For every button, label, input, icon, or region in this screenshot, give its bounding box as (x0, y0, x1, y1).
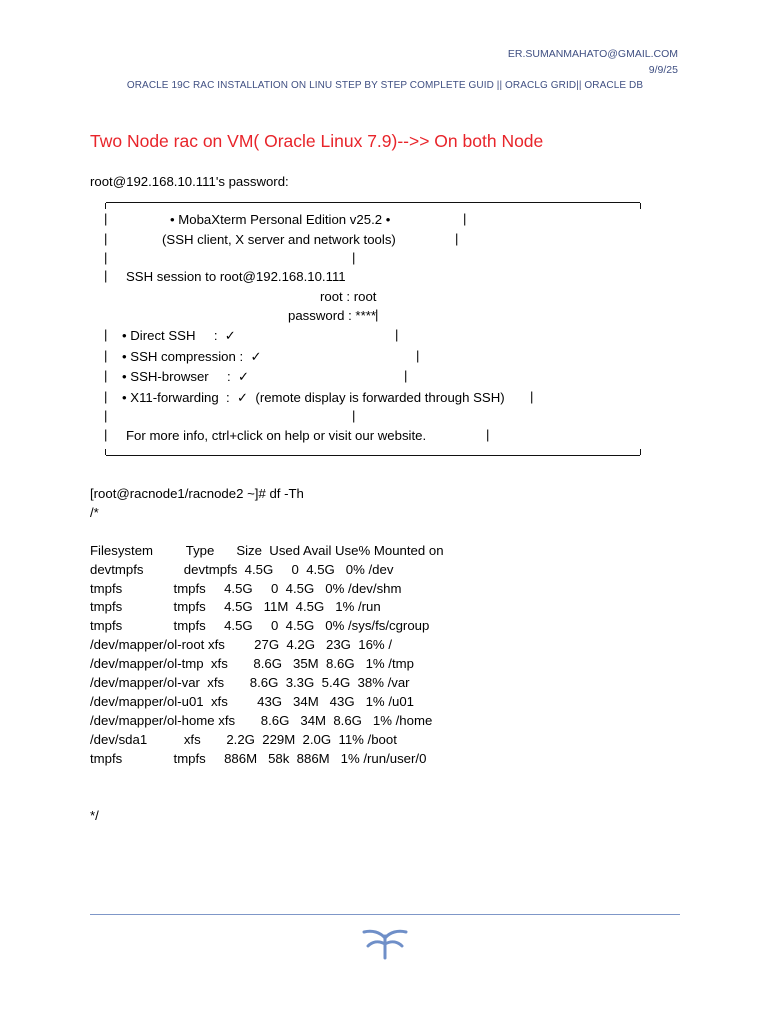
df-row: /dev/mapper/ol-tmp xfs 8.6G 35M 8.6G 1% /tmp (90, 656, 414, 671)
banner-bar: | (530, 389, 534, 404)
banner-line: • MobaXterm Personal Edition v25.2 • (170, 212, 391, 227)
df-header-row: Filesystem Type Size Used Avail Use% Mounted on (90, 543, 444, 558)
banner-bar: | (395, 327, 399, 342)
banner-bar: | (352, 408, 356, 423)
df-row: tmpfs tmpfs 4.5G 11M 4.5G 1% /run (90, 599, 381, 614)
banner-bar: | (104, 327, 108, 342)
banner-bar: | (352, 250, 356, 265)
banner-bar: | (104, 231, 108, 246)
header-email: ER.SUMANMAHATO@GMAIL.COM (507, 48, 678, 60)
shell-command: [root@racnode1/racnode2 ~]# df -Th (90, 486, 304, 501)
tree-logo-icon (360, 924, 410, 960)
section-heading: Two Node rac on VM( Oracle Linux 7.9)-->> On both Node (90, 131, 544, 151)
banner-line: For more info, ctrl+click on help or visit our website. (126, 428, 427, 443)
banner-bar: | (463, 211, 467, 226)
df-row: /dev/mapper/ol-u01 xfs 43G 34M 43G 1% /u01 (90, 694, 414, 709)
footer-rule (90, 914, 680, 915)
banner-corner-br (640, 449, 641, 455)
banner-bar: | (104, 368, 108, 383)
df-row: /dev/mapper/ol-root xfs 27G 4.2G 23G 16% / (90, 637, 392, 652)
comment-open: /* (90, 505, 99, 520)
df-row: /dev/mapper/ol-var xfs 8.6G 3.3G 5.4G 38% /var (90, 675, 410, 690)
login-prompt: root@192.168.10.111's password: (90, 174, 289, 189)
df-row: tmpfs tmpfs 886M 58k 886M 1% /run/user/0 (90, 751, 427, 766)
banner-line: • X11-forwarding : ✓ (remote display is forwarded through SSH) (122, 390, 505, 405)
banner-corner-bl (105, 449, 106, 455)
banner-line: (SSH client, X server and network tools) (162, 232, 396, 247)
header-title: ORACLE 19C RAC INSTALLATION ON LINU STEP BY STEP COMPLETE GUID || ORACLG GRID|| ORACLE DB (126, 80, 644, 91)
df-row: tmpfs tmpfs 4.5G 0 4.5G 0% /sys/fs/cgroup (90, 618, 430, 633)
df-row: devtmpfs devtmpfs 4.5G 0 4.5G 0% /dev (90, 562, 394, 577)
banner-line: • SSH-browser : ✓ (122, 369, 250, 384)
banner-line: password : **** (288, 308, 376, 323)
banner-bar: | (486, 427, 490, 442)
banner-bar: | (375, 307, 379, 322)
banner-corner-tr (640, 203, 641, 209)
banner-bar: | (404, 368, 408, 383)
df-row: /dev/sda1 xfs 2.2G 229M 2.0G 11% /boot (90, 732, 397, 747)
banner-bar: | (104, 348, 108, 363)
df-row: tmpfs tmpfs 4.5G 0 4.5G 0% /dev/shm (90, 581, 402, 596)
banner-line: root : root (320, 289, 377, 304)
banner-bar: | (104, 268, 108, 283)
banner-bar: | (104, 408, 108, 423)
comment-close: */ (90, 808, 99, 823)
df-row: /dev/mapper/ol-home xfs 8.6G 34M 8.6G 1% /home (90, 713, 433, 728)
banner-bar: | (104, 211, 108, 226)
banner-corner-tl (105, 203, 106, 209)
banner-bar: | (104, 250, 108, 265)
banner-line: SSH session to root@192.168.10.111 (126, 269, 346, 284)
banner-bar: | (104, 389, 108, 404)
header-date: 9/9/25 (648, 64, 678, 76)
banner-bar: | (416, 348, 420, 363)
banner-line: • Direct SSH : ✓ (122, 328, 236, 343)
banner-line: • SSH compression : ✓ (122, 349, 262, 364)
banner-bar: | (455, 231, 459, 246)
banner-bar: | (104, 427, 108, 442)
